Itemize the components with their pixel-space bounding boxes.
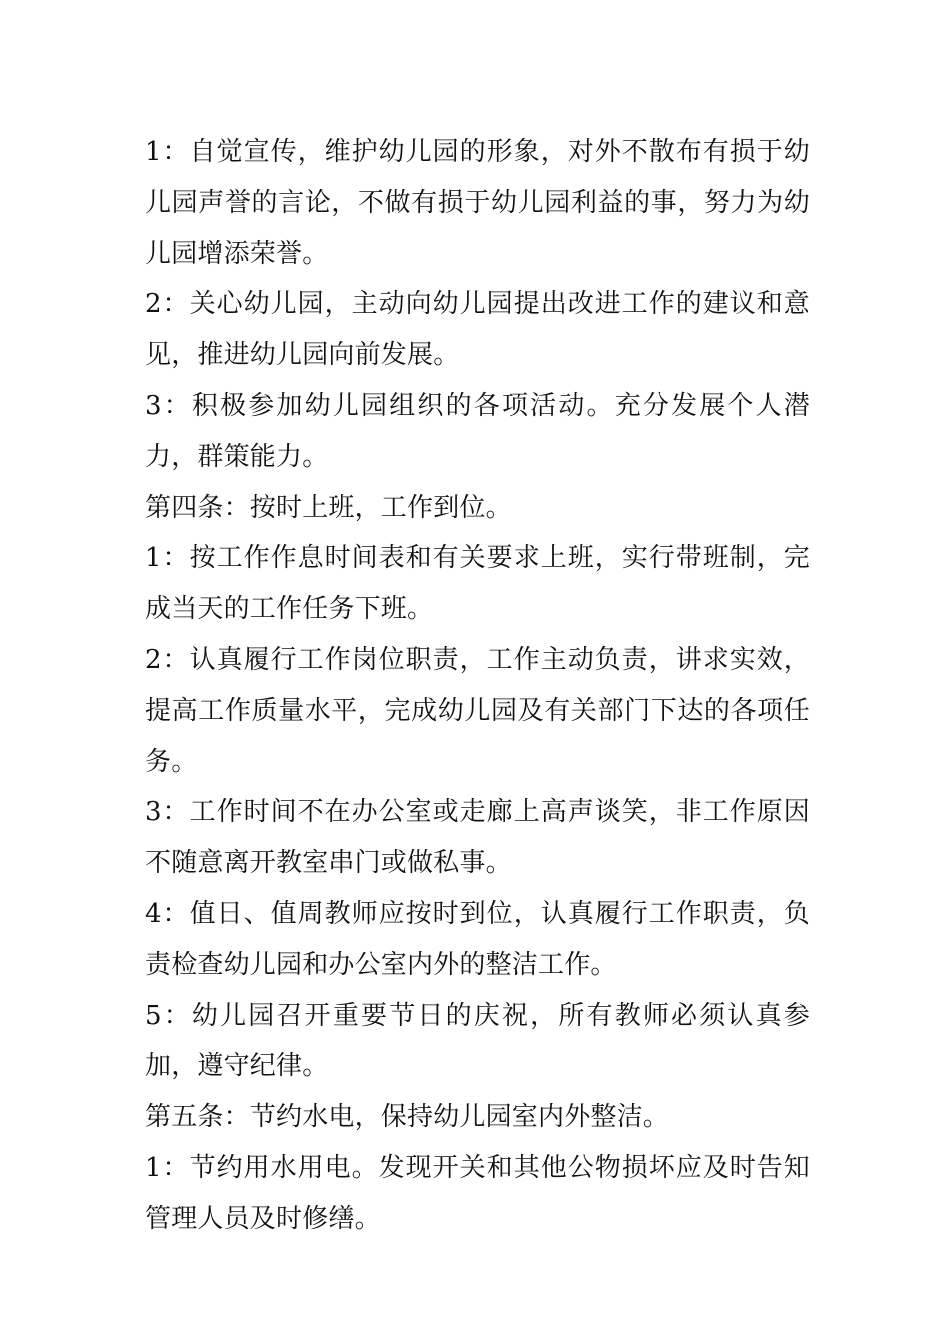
paragraph-article-4-item-2: 2：认真履行工作岗位职责，工作主动负责，讲求实效，提高工作质量水平，完成幼儿园及有关部门下达的各项任务。 [145,644,810,777]
paragraph-article-5-item-1: 1：节约用水用电。发现开关和其他公物损坏应及时告知管理人员及时修缮。 [145,1152,810,1234]
section-heading-article-4: 第四条：按时上班，工作到位。 [145,492,512,523]
paragraph-rule-2: 2：关心幼儿园，主动向幼儿园提出改进工作的建议和意见，推进幼儿园向前发展。 [145,289,810,371]
paragraph-rule-3: 3：积极参加幼儿园组织的各项活动。充分发展个人潜力，群策能力。 [145,390,810,472]
paragraph-rule-1: 1：自觉宣传，维护幼儿园的形象，对外不散布有损于幼儿园声誉的言论，不做有损于幼儿园利益的事，努力为幼儿园增添荣誉。 [145,137,810,269]
paragraph-article-4-item-1: 1：按工作作息时间表和有关要求上班，实行带班制，完成当天的工作任务下班。 [145,543,810,625]
section-heading-article-5: 第五条：节约水电，保持幼儿园室内外整洁。 [145,1102,670,1133]
paragraph-article-4-item-3: 3：工作时间不在办公室或走廊上高声谈笑，非工作原因不随意离开教室串门或做私事。 [145,797,810,879]
document-body [145,127,810,1245]
paragraph-article-4-item-4: 4：值日、值周教师应按时到位，认真履行工作职责，负责检查幼儿园和办公室内外的整洁工作。 [145,898,810,980]
paragraph-article-4-item-5: 5：幼儿园召开重要节日的庆祝，所有教师必须认真参加，遵守纪律。 [145,1000,810,1082]
